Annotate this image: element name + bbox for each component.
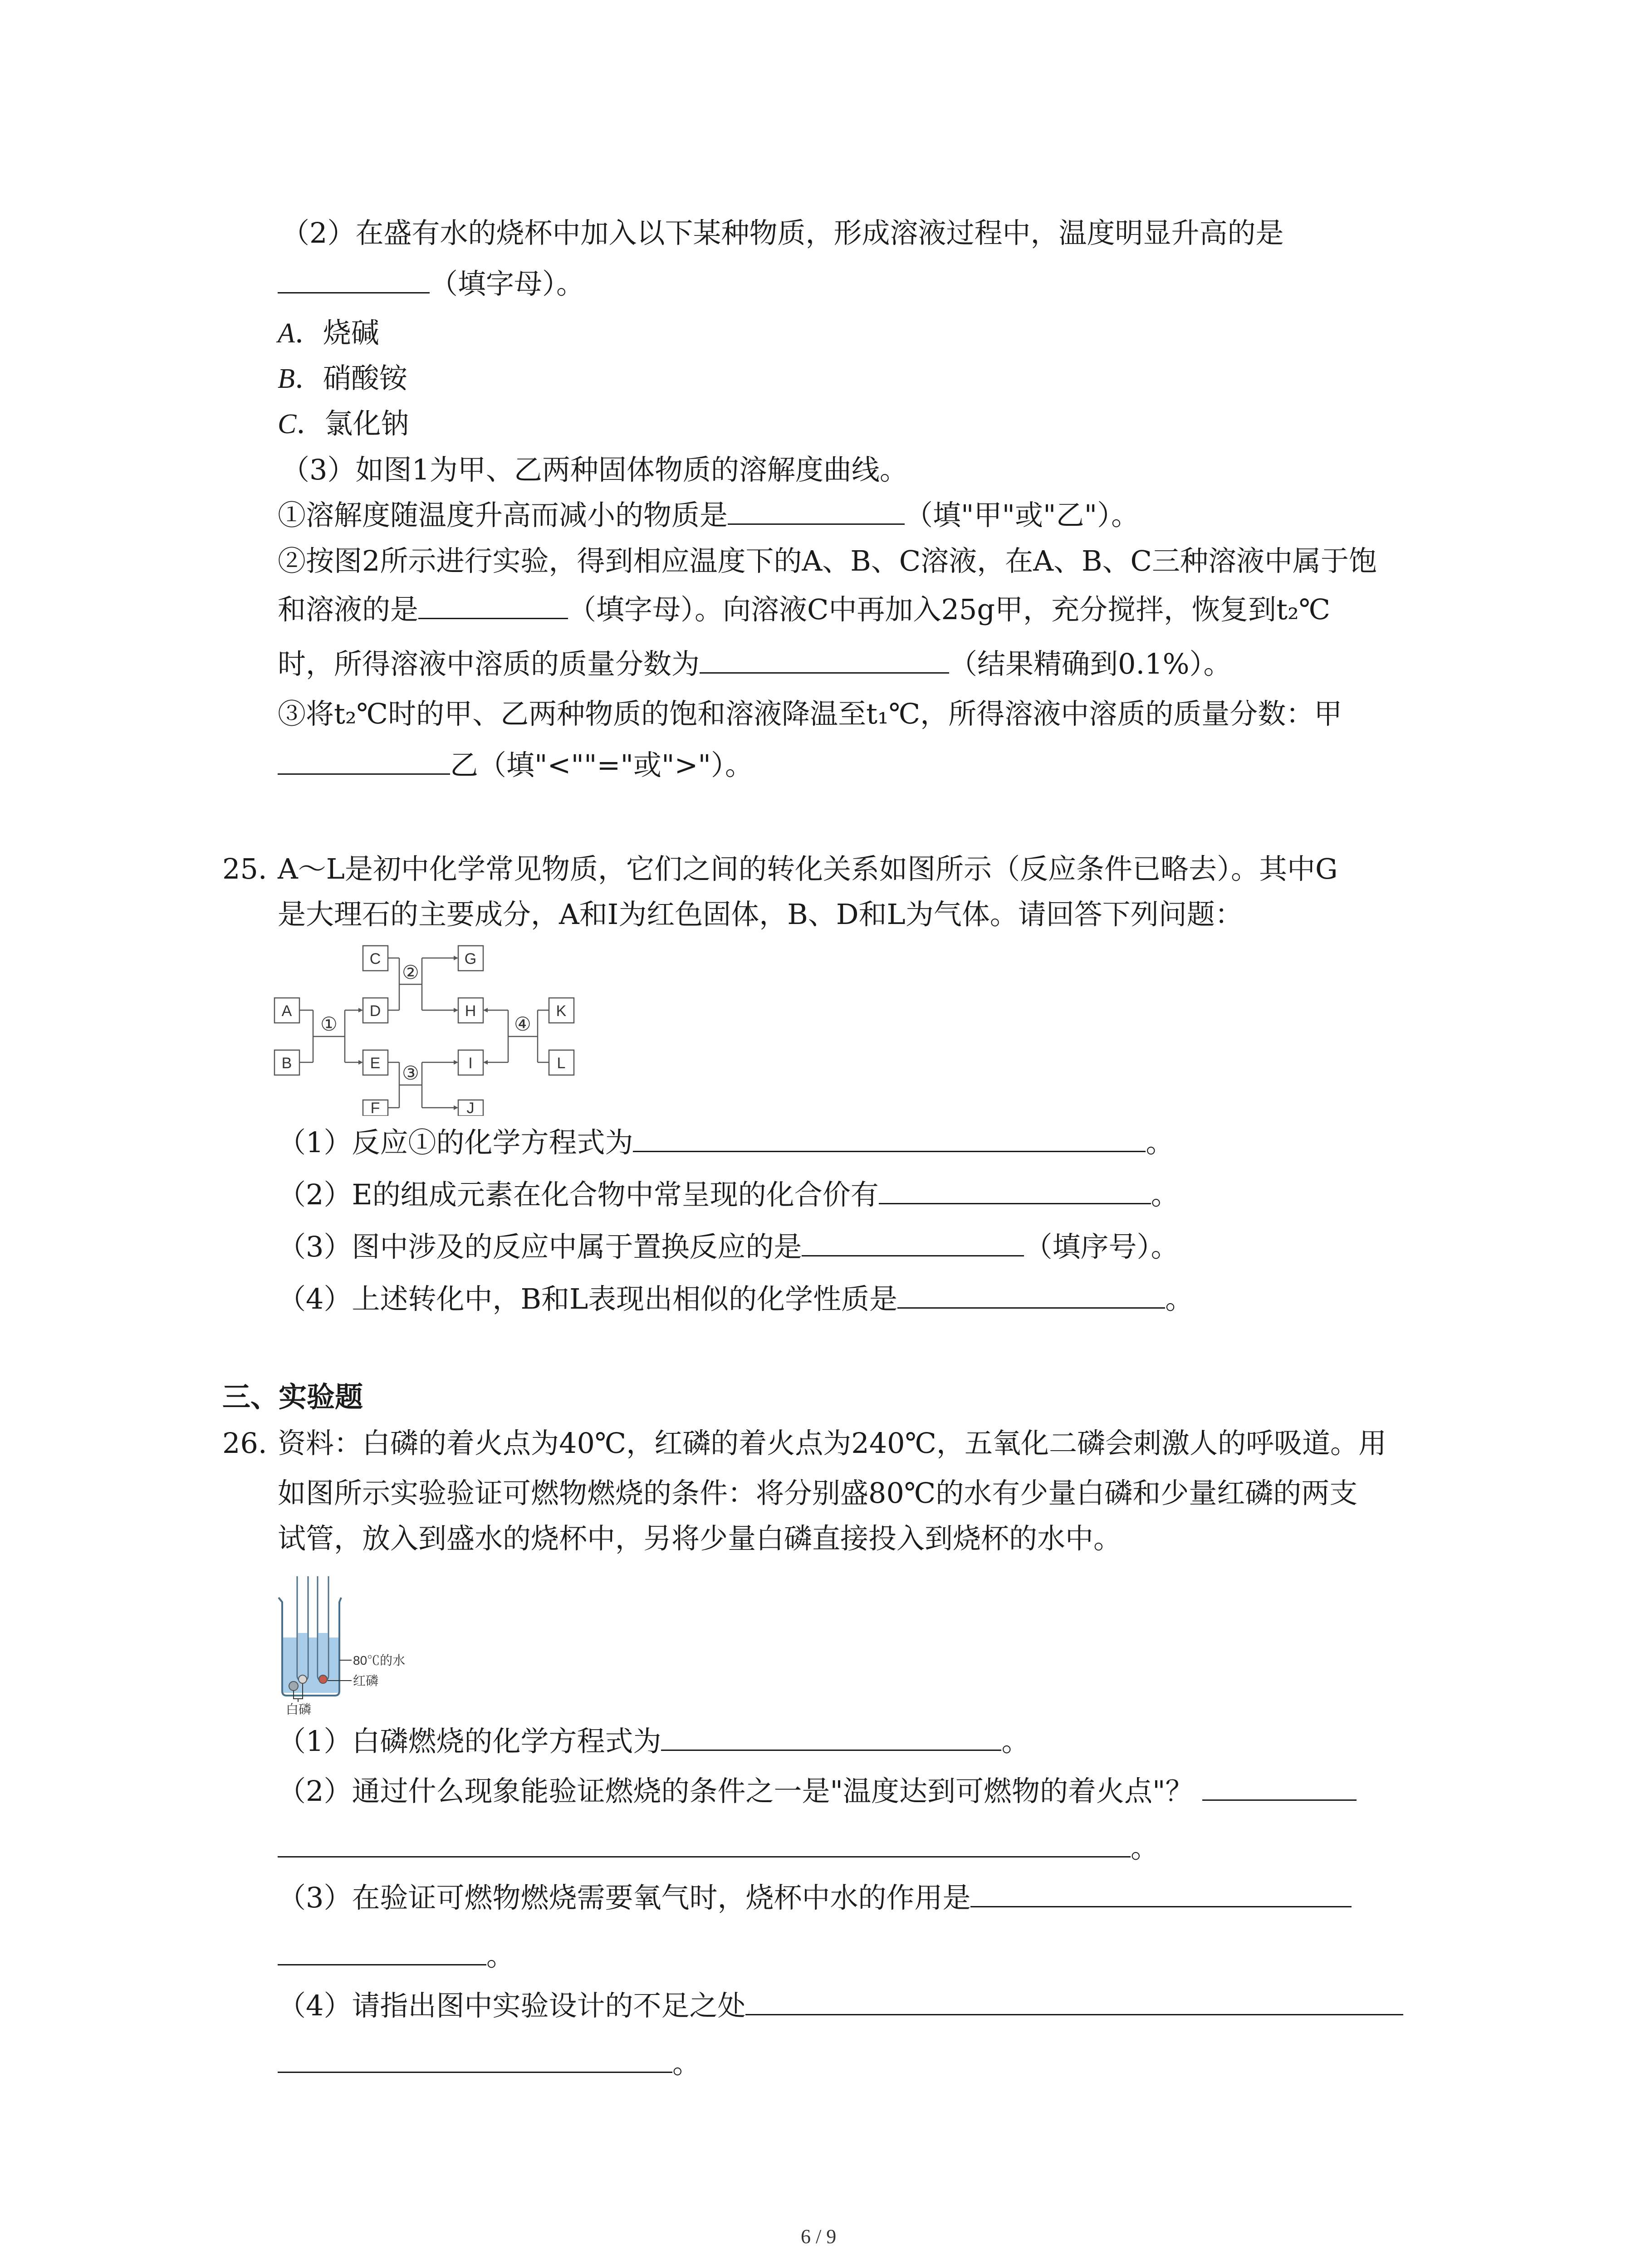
q26-sub3-line2: [278, 1936, 514, 1976]
node-b: B: [281, 1055, 292, 1072]
answer-blank[interactable]: [970, 1878, 1352, 1907]
q24-part3: [281, 450, 908, 490]
node-g: G: [464, 950, 477, 968]
q24-part3b-line3: [278, 644, 1232, 684]
question-number: 26.: [222, 1427, 267, 1460]
q26-sub2-tail: 。: [1131, 1831, 1159, 1864]
q26-stem-text: 如图所示实验验证可燃物燃烧的条件：将分别盛80℃的水有少量白磷和少量红磷的两支: [278, 1476, 1358, 1510]
answer-blank[interactable]: [633, 1123, 1146, 1152]
q25-sub3-tail: （填序号）。: [1024, 1230, 1179, 1263]
q24-option-a: [278, 313, 379, 353]
q25-sub3: [278, 1227, 1179, 1267]
q24-part3-text: （3）如图1为甲、乙两种固体物质的溶解度曲线。: [281, 453, 908, 486]
beaker-experiment-figure: [272, 1569, 463, 1715]
section-title: 三、实验题: [222, 1380, 363, 1413]
option-text: ．氯化钠: [296, 407, 409, 440]
reaction-1-label: ①: [320, 1013, 338, 1035]
q24-part3a-text: ①溶解度随温度升高而减小的物质是: [278, 499, 728, 532]
node-a: A: [281, 1002, 292, 1020]
question-number: 25.: [222, 852, 267, 885]
answer-blank[interactable]: [728, 495, 905, 525]
q26-number: [222, 1423, 267, 1463]
q26-stem-line1: [278, 1423, 1386, 1463]
node-i: I: [468, 1055, 473, 1072]
q24-part3b-text: ②按图2所示进行实验，得到相应温度下的A、B、C溶液，在A、B、C三种溶液中属于饱: [278, 544, 1377, 577]
q24-part3b-head: 和溶液的是: [278, 593, 419, 626]
answer-blank[interactable]: [879, 1175, 1151, 1204]
q24-part3c-text: ③将t₂℃时的甲、乙两种物质的饱和溶液降温至t₁℃，所得溶液中溶质的质量分数：甲: [278, 697, 1342, 730]
q26-sub4-tail: 。: [672, 2047, 701, 2080]
answer-blank[interactable]: [278, 745, 450, 775]
answer-blank[interactable]: [418, 590, 568, 619]
q24-part2-tail: （填字母）。: [430, 267, 585, 300]
answer-blank[interactable]: [278, 1936, 486, 1965]
answer-blank[interactable]: [745, 1986, 1403, 2015]
q26-stem-line2: [278, 1473, 1357, 1513]
node-k: K: [556, 1002, 567, 1020]
answer-blank[interactable]: [897, 1279, 1165, 1309]
answer-blank[interactable]: [278, 2043, 672, 2073]
option-letter: A: [278, 318, 295, 349]
q24-part2-line2: [278, 264, 584, 304]
q25-sub4: [278, 1279, 1193, 1319]
q24-part2-text: （2）在盛有水的烧杯中加入以下某种物质，形成溶液过程中，温度明显升高的是: [281, 216, 1284, 249]
q25-number: [222, 849, 267, 889]
q24-part3c-line2: [278, 745, 753, 785]
q26-sub2-line1: [278, 1771, 1357, 1811]
q26-sub2-text: （2）通过什么现象能验证燃烧的条件之一是"温度达到可燃物的着火点"？: [278, 1774, 1194, 1808]
answer-blank[interactable]: [661, 1721, 1001, 1751]
q24-part3b-line1: [278, 541, 1377, 581]
q26-sub1: [278, 1721, 1029, 1761]
q25-sub4-tail: 。: [1165, 1282, 1194, 1315]
q26-sub4-text: （4）请指出图中实验设计的不足之处: [278, 1989, 746, 2022]
q26-stem-text: 试管，放入到盛水的烧杯中，另将少量白磷直接投入到烧杯的水中。: [278, 1522, 1122, 1555]
answer-blank[interactable]: [1202, 1771, 1357, 1801]
q26-sub1-tail: 。: [1001, 1725, 1030, 1758]
q25-sub3-text: （3）图中涉及的反应中属于置换反应的是: [278, 1230, 802, 1263]
option-text: ．烧碱: [294, 316, 379, 349]
q24-part3a: [278, 495, 1139, 535]
q26-sub2-line2: [278, 1828, 1159, 1868]
water-label: 80℃的水: [353, 1653, 406, 1667]
node-f: F: [370, 1100, 380, 1116]
answer-blank[interactable]: [802, 1227, 1024, 1256]
q25-stem-text: A～L是初中化学常见物质，它们之间的转化关系如图所示（反应条件已略去）。其中G: [278, 852, 1338, 885]
q25-stem-line1: [278, 849, 1337, 889]
answer-blank[interactable]: [700, 644, 949, 674]
q24-part3c-tail: 乙（填"<""="或">"）。: [450, 748, 753, 782]
node-h: H: [465, 1002, 476, 1020]
node-j: J: [466, 1100, 475, 1116]
q25-sub1-tail: 。: [1146, 1126, 1174, 1159]
q26-sub3-tail: 。: [486, 1939, 515, 1972]
q25-sub2: [278, 1175, 1179, 1215]
q24-option-b: [278, 358, 407, 399]
red-phosphorus-label: 红磷: [353, 1674, 379, 1688]
q24-part3b-head: 时，所得溶液中溶质的质量分数为: [278, 647, 700, 680]
q25-stem-text: 是大理石的主要成分，A和I为红色固体，B、D和L为气体。请回答下列问题：: [278, 898, 1243, 931]
white-phosphorus-label: 白磷: [286, 1702, 312, 1715]
option-letter: B: [278, 363, 295, 394]
q25-sub1-text: （1）反应①的化学方程式为: [278, 1126, 633, 1159]
q25-sub1: [278, 1123, 1174, 1163]
q24-part3b-line2: [278, 590, 1330, 630]
node-c: C: [369, 950, 381, 968]
option-letter: C: [278, 409, 297, 440]
node-d: D: [369, 1002, 381, 1020]
answer-blank[interactable]: [278, 264, 430, 293]
q24-part3b-tail: （结果精确到0.1%）。: [949, 647, 1232, 680]
q25-sub2-tail: 。: [1151, 1178, 1179, 1211]
q26-sub1-text: （1）白磷燃烧的化学方程式为: [278, 1725, 661, 1758]
answer-blank[interactable]: [278, 1828, 1131, 1857]
reaction-3-label: ③: [402, 1062, 419, 1084]
node-l: L: [557, 1055, 566, 1072]
q25-conversion-diagram: [272, 939, 590, 1116]
q25-stem-line2: [278, 894, 1243, 934]
q26-sub4-line1: [278, 1986, 1403, 2026]
q26-sub3-text: （3）在验证可燃物燃烧需要氧气时，烧杯中水的作用是: [278, 1881, 971, 1914]
q26-sub3-line1: [278, 1878, 1352, 1918]
q24-part3c-line1: [278, 694, 1342, 734]
q26-stem-text: 资料：白磷的着火点为40℃，红磷的着火点为240℃，五氧化二磷会刺激人的呼吸道。用: [278, 1427, 1386, 1460]
reaction-2-label: ②: [402, 962, 419, 983]
q24-option-c: [278, 404, 409, 444]
q25-sub4-text: （4）上述转化中，B和L表现出相似的化学性质是: [278, 1282, 898, 1315]
node-e: E: [370, 1055, 381, 1072]
q25-sub2-text: （2）E的组成元素在化合物中常呈现的化合价有: [278, 1178, 879, 1211]
reaction-4-label: ④: [514, 1013, 531, 1035]
q24-part3a-tail: （填"甲"或"乙"）。: [905, 499, 1140, 532]
q24-part2-line1: [281, 213, 1283, 253]
q26-stem-line3: [278, 1519, 1122, 1559]
page-number: 6 / 9: [801, 2225, 837, 2248]
q24-part3b-tail: （填字母）。向溶液C中再加入25g甲，充分搅拌，恢复到t₂℃: [568, 593, 1331, 626]
q26-sub4-line2: [278, 2043, 700, 2083]
option-text: ．硝酸铵: [294, 362, 407, 395]
